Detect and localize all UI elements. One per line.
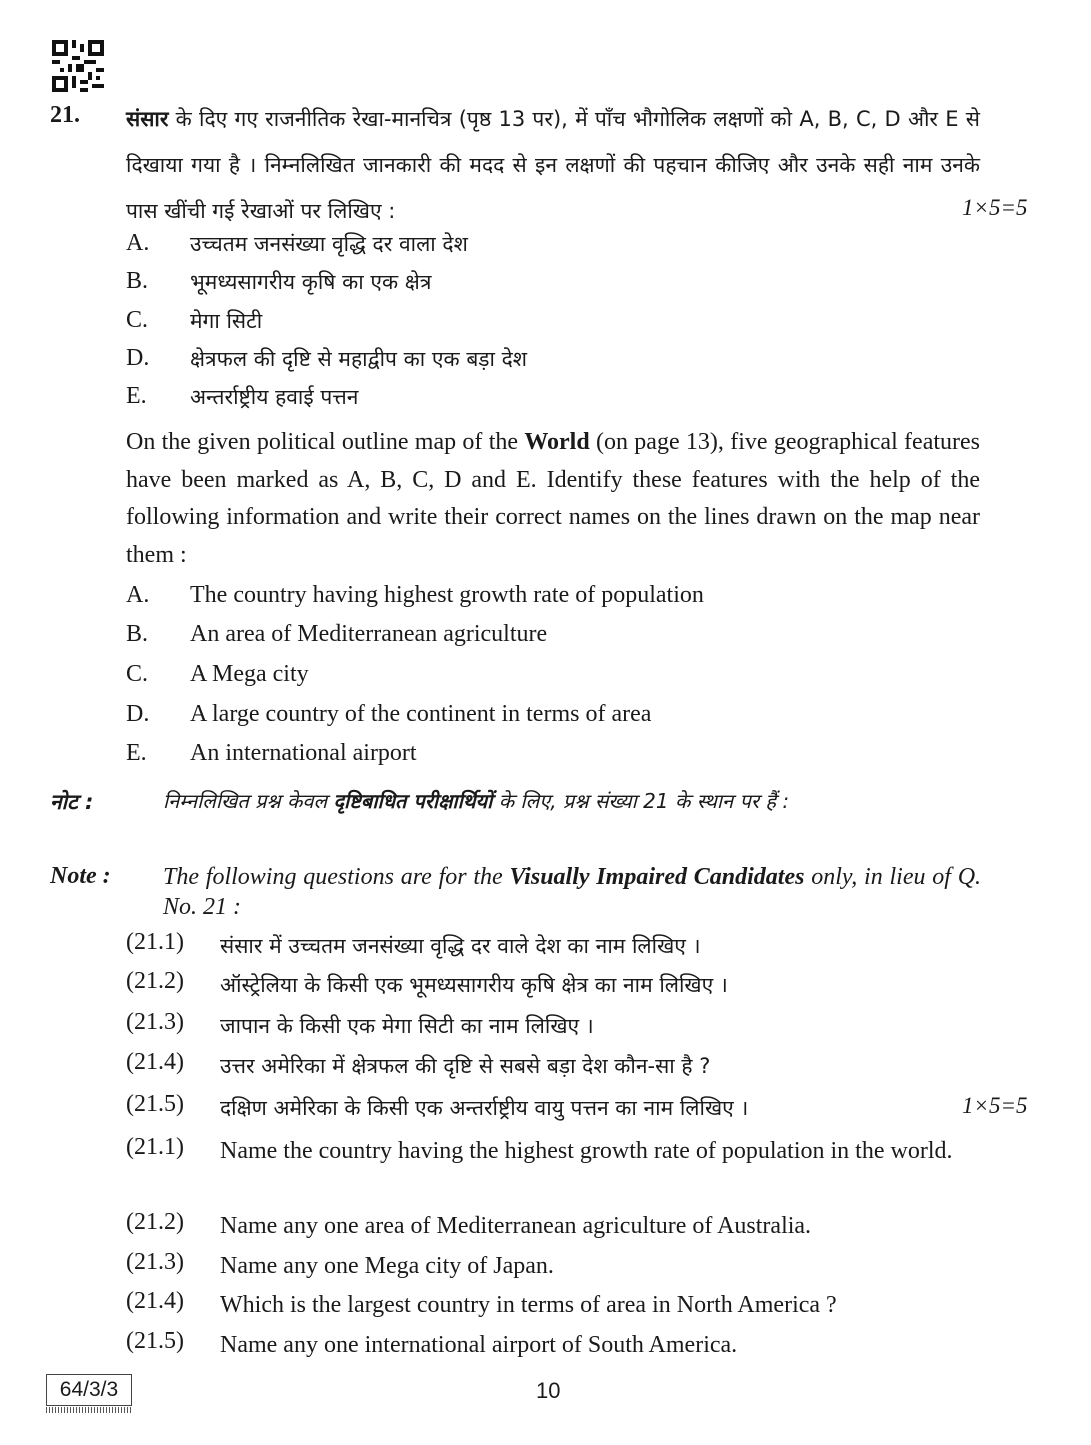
item-text: मेगा सिटी <box>190 309 263 333</box>
english-intro-post: (on page 13), five geographical features have been marked as A, B, C, D and E. Identify these features with the help of the following information and write their correct names on the lines drawn on the map near them : <box>126 429 981 568</box>
list-item <box>126 345 986 383</box>
list-item <box>126 582 986 620</box>
sub-label: (21.5) <box>126 1091 184 1117</box>
sub-text: उत्तर अमेरिका में क्षेत्रफल की दृष्टि से सबसे बड़ा देश कौन-सा है ? <box>220 1054 711 1078</box>
sub-text: Name any one international airport of South America. <box>220 1332 738 1358</box>
item-text: भूमध्यसागरीय कृषि का एक क्षेत्र <box>190 270 432 294</box>
english-question-intro <box>126 424 980 574</box>
item-text: क्षेत्रफल की दृष्टि से महाद्वीप का एक बड़ा देश <box>190 347 528 371</box>
item-text: A Mega city <box>190 661 309 687</box>
item-text: उच्चतम जनसंख्या वृद्धि दर वाला देश <box>190 232 468 256</box>
item-text: An area of Mediterranean agriculture <box>190 621 548 647</box>
note-english-text <box>163 862 981 922</box>
note-hindi-bold: दृष्टिबाधित परीक्षार्थियों <box>333 789 493 813</box>
sub-label: (21.3) <box>126 1249 184 1275</box>
item-label: E. <box>126 383 147 409</box>
hindi-question-intro <box>126 96 980 234</box>
sub-text: संसार में उच्चतम जनसंख्या वृद्धि दर वाले देश का नाम लिखिए । <box>220 934 701 958</box>
note-hindi-label: नोट : <box>50 790 94 814</box>
item-text: अन्तर्राष्ट्रीय हवाई पत्तन <box>190 385 359 409</box>
page-number: 10 <box>536 1378 561 1403</box>
question-marks: 1×5=5 <box>962 195 1028 220</box>
note-english-label: Note : <box>50 863 111 889</box>
sub-label: (21.5) <box>126 1328 184 1354</box>
note-hindi-pre: निम्नलिखित प्रश्न केवल <box>163 789 328 813</box>
item-label: A. <box>126 582 150 608</box>
hindi-intro-text: के दिए गए राजनीतिक रेखा-मानचित्र (पृष्ठ 13 पर), में पाँच भौगोलिक लक्षणों को A, B, C, D और E से दिखाया गया है । निम्नलिखित जानकारी की मदद से इन लक्षणों की पहचान कीजिए और उनके सही नाम उनके पास खींची गई रेखाओं पर लिखिए : <box>126 107 980 223</box>
paper-code: 64/3/3 <box>46 1374 132 1406</box>
item-label: B. <box>126 268 149 294</box>
sub-label: (21.4) <box>126 1288 184 1314</box>
sub-label: (21.3) <box>126 1009 184 1035</box>
sub-text: Name the country having the highest growth rate of population in the world. <box>220 1138 953 1164</box>
note-english-pre: The following questions are for the <box>163 864 503 890</box>
item-label: D. <box>126 701 150 727</box>
list-item <box>126 307 986 345</box>
sub-text: दक्षिण अमेरिका के किसी एक अन्तर्राष्ट्रीय वायु पत्तन का नाम लिखिए । <box>220 1096 749 1120</box>
list-item <box>126 621 986 659</box>
note-english-post: only, in lieu of Q. No. 21 : <box>163 864 982 920</box>
english-intro-bold: World <box>524 429 590 455</box>
list-item <box>126 740 986 778</box>
sub-text: जापान के किसी एक मेगा सिटी का नाम लिखिए । <box>220 1014 594 1038</box>
qr-code-icon <box>52 40 104 92</box>
note-english-bold: Visually Impaired Candidates <box>509 864 805 890</box>
sub-text: Name any one Mega city of Japan. <box>220 1253 554 1279</box>
question-number: 21. <box>50 102 80 128</box>
item-label: D. <box>126 345 150 371</box>
vi-marks: 1×5=5 <box>962 1093 1028 1118</box>
sub-label: (21.4) <box>126 1049 184 1075</box>
sub-label: (21.1) <box>126 1134 184 1160</box>
list-item <box>126 383 986 421</box>
item-text: An international airport <box>190 740 417 766</box>
item-label: E. <box>126 740 147 766</box>
item-label: C. <box>126 307 149 333</box>
barcode-icon <box>46 1407 132 1413</box>
note-hindi-post: के लिए, प्रश्न संख्या 21 के स्थान पर हैं : <box>498 789 790 813</box>
list-item <box>126 230 986 268</box>
sub-label: (21.2) <box>126 968 184 994</box>
sub-label: (21.1) <box>126 929 184 955</box>
item-label: B. <box>126 621 149 647</box>
note-hindi-text <box>163 786 981 816</box>
list-item <box>126 268 986 306</box>
hindi-intro-bold: संसार <box>126 107 169 131</box>
item-label: C. <box>126 661 149 687</box>
item-label: A. <box>126 230 150 256</box>
list-item <box>126 701 986 739</box>
item-text: A large country of the continent in terms of area <box>190 701 652 727</box>
list-item <box>126 661 986 699</box>
item-text: The country having highest growth rate of population <box>190 582 704 608</box>
english-intro-pre: On the given political outline map of the <box>126 429 519 455</box>
sub-text: Name any one area of Mediterranean agriculture of Australia. <box>220 1213 812 1239</box>
sub-text: Which is the largest country in terms of area in North America ? <box>220 1292 837 1318</box>
sub-label: (21.2) <box>126 1209 184 1235</box>
sub-text: ऑस्ट्रेलिया के किसी एक भूमध्यसागरीय कृषि क्षेत्र का नाम लिखिए । <box>220 973 728 997</box>
